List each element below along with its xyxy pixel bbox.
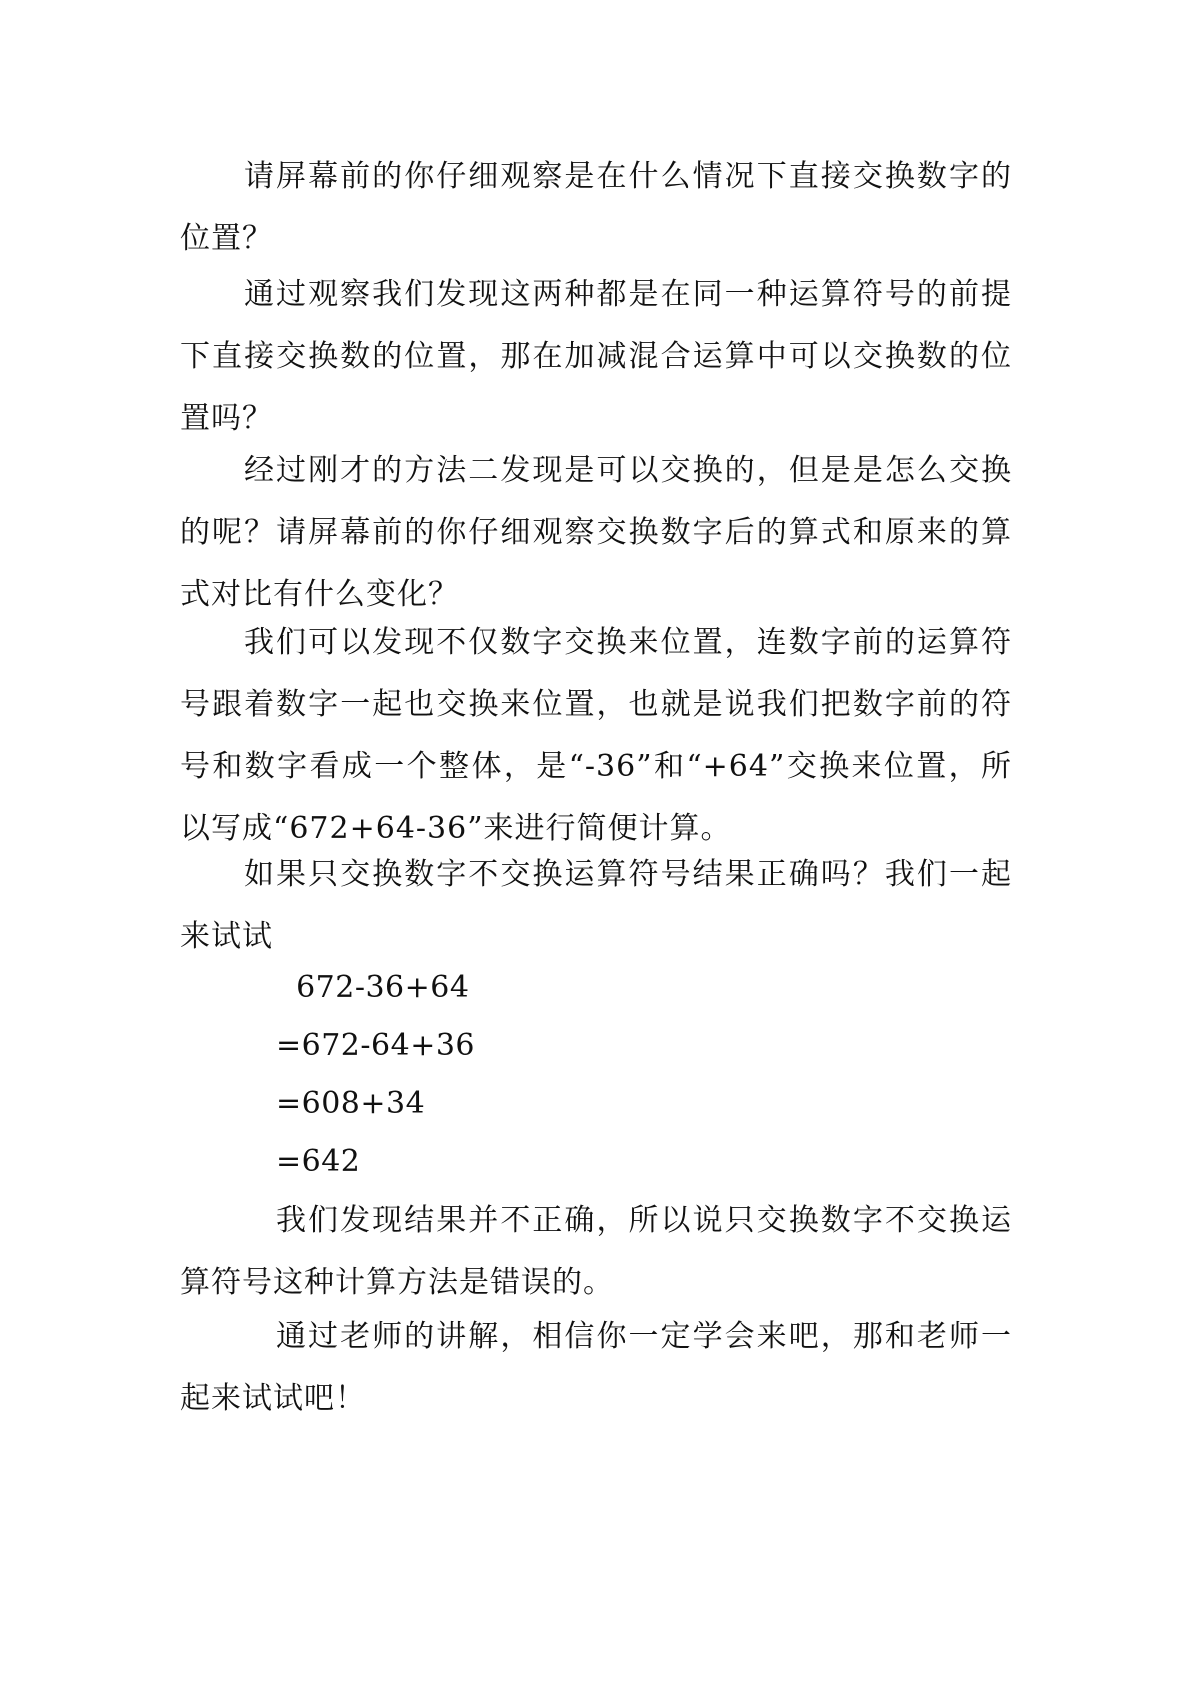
paragraph-conclusion: 我们发现结果并不正确，所以说只交换数字不交换运算符号这种计算方法是错误的。 [180,1203,1012,1300]
paragraph-closing: 通过老师的讲解，相信你一定学会来吧，那和老师一起来试试吧！ [180,1319,1012,1416]
paragraph-sign-exchange: 我们可以发现不仅数字交换来位置，连数字前的运算符号跟着数字一起也交换来位置，也就是说我们把数字前的符号和数字看成一个整体，是“-36”和“+64”交换来位置，所以写成“672+64-36”来进行简便计算。 [180,625,1012,846]
calculation-line: =642 [276,1144,361,1179]
paragraph-try-question: 如果只交换数字不交换运算符号结果正确吗？我们一起来试试 [180,857,1012,954]
calculation-line: 672-36+64 [276,970,470,1005]
paragraph-observation-result: 通过观察我们发现这两种都是在同一种运算符号的前提下直接交换数的位置，那在加减混合运算中可以交换数的位置吗？ [180,277,1012,436]
paragraph-method-two: 经过刚才的方法二发现是可以交换的，但是是怎么交换的呢？请屏幕前的你仔细观察交换数字后的算式和原来的算式对比有什么变化？ [180,453,1012,612]
paragraph-observe-question: 请屏幕前的你仔细观察是在什么情况下直接交换数字的位置？ [180,159,1012,256]
calculation-line: =672-64+36 [276,1028,476,1063]
calculation-line: =608+34 [276,1086,426,1121]
